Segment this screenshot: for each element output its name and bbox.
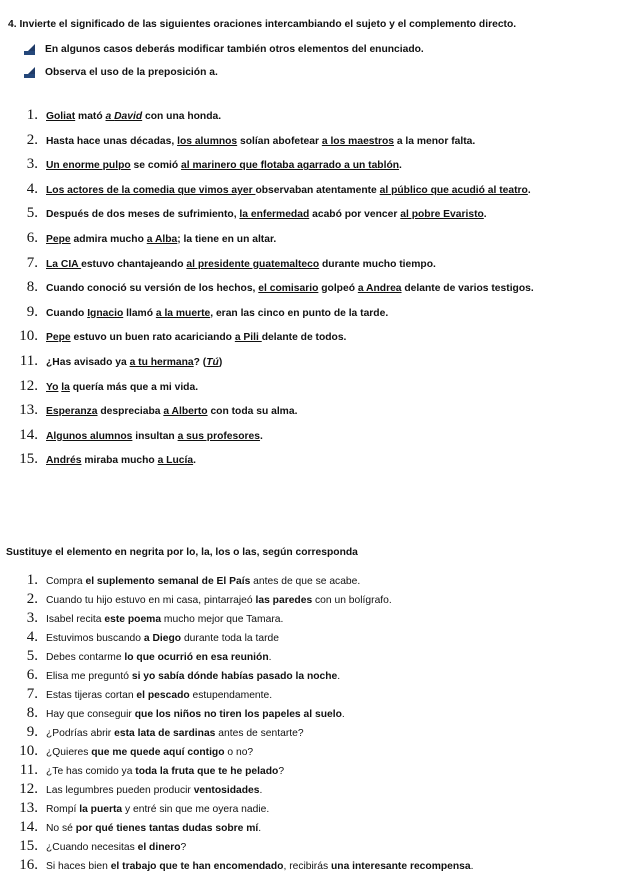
list-item bbox=[0, 838, 186, 855]
item-text-segment: mató bbox=[75, 111, 106, 122]
list-item bbox=[0, 857, 474, 874]
item-text-segment: La CIA bbox=[46, 258, 82, 270]
item-text-segment: . bbox=[268, 652, 272, 663]
item-text bbox=[46, 576, 360, 587]
list-item bbox=[0, 328, 346, 345]
item-number: 11. bbox=[19, 762, 38, 778]
item-text-segment: Pepe bbox=[46, 332, 71, 344]
item-text-segment: Estuvimos buscando bbox=[46, 633, 144, 644]
item-text bbox=[46, 455, 196, 466]
item-text-segment: al presidente guatemalteco bbox=[186, 258, 320, 270]
item-number: 4. bbox=[26, 629, 38, 645]
item-text-segment: antes de sentarte? bbox=[215, 728, 304, 739]
item-text-segment: a la muerte bbox=[155, 307, 211, 319]
item-number: 8. bbox=[26, 279, 38, 296]
exercise-5-title: Sustituye el elemento en negrita por lo, la, los o las, según corresponda bbox=[6, 547, 358, 558]
item-text-segment: delante de todos. bbox=[261, 332, 347, 344]
item-text-segment: David bbox=[114, 111, 143, 122]
list-item bbox=[0, 451, 196, 468]
item-text-segment: las paredes bbox=[255, 595, 313, 606]
note-item bbox=[24, 44, 424, 55]
item-text-segment: la bbox=[61, 381, 70, 393]
item-text-segment: durante toda la tarde bbox=[181, 633, 279, 644]
item-text-segment: Después de dos meses de sufrimiento, bbox=[46, 209, 240, 221]
item-text-segment: la puerta bbox=[79, 804, 123, 815]
item-text bbox=[46, 357, 222, 368]
item-text-segment: si yo sabía dónde habías pasado la noche bbox=[131, 671, 338, 682]
item-number: 3. bbox=[26, 610, 38, 626]
list-item bbox=[0, 402, 297, 419]
item-number: 6. bbox=[26, 230, 38, 246]
list-item bbox=[0, 255, 436, 272]
item-number: 14. bbox=[19, 426, 38, 443]
item-text-segment: Ignacio bbox=[87, 307, 124, 319]
item-text-segment: Debes contarme bbox=[46, 652, 125, 663]
item-text-segment: a Alba bbox=[146, 234, 178, 245]
item-text-segment: los alumnos bbox=[177, 135, 238, 147]
item-text-segment: . bbox=[470, 861, 474, 872]
item-text bbox=[46, 823, 261, 834]
item-text-segment: ¿Quieres bbox=[46, 747, 92, 758]
list-item bbox=[0, 107, 221, 124]
list-item bbox=[0, 819, 261, 836]
item-text-segment: llamó bbox=[123, 307, 156, 319]
item-text-segment: esta lata de sardinas bbox=[114, 728, 216, 739]
item-text-segment: Algunos alumnos bbox=[46, 430, 133, 442]
list-item bbox=[0, 132, 475, 149]
item-number: 13. bbox=[19, 402, 38, 419]
item-text-segment: al marinero que flotaba agarrado a un tablón bbox=[181, 160, 400, 172]
item-text-segment: Goliat bbox=[46, 111, 76, 122]
note-item bbox=[24, 67, 218, 78]
item-text-segment: . bbox=[483, 209, 487, 221]
item-text-segment: durante mucho tiempo. bbox=[319, 258, 436, 270]
item-text-segment: estuvo chantajeando bbox=[81, 258, 187, 270]
item-text-segment: Isabel recita bbox=[46, 614, 105, 625]
item-text-segment: solían abofetear bbox=[237, 135, 322, 147]
item-number: 9. bbox=[26, 724, 38, 740]
item-text-segment: a Pili bbox=[234, 332, 262, 344]
item-text bbox=[46, 747, 253, 758]
item-text-segment: Los actores de la comedia que vimos ayer bbox=[46, 184, 256, 196]
item-text-segment: miraba mucho bbox=[81, 455, 158, 467]
item-text-segment: o no? bbox=[224, 747, 254, 758]
item-text-segment: Andrés bbox=[46, 455, 82, 467]
item-text-segment: estuvo un buen rato acariciando bbox=[70, 332, 235, 344]
square-bullet-icon bbox=[24, 67, 35, 78]
item-text-segment: ) bbox=[218, 357, 223, 368]
item-text-segment: Las legumbres pueden producir bbox=[46, 785, 194, 796]
item-text-segment: a Andrea bbox=[357, 283, 402, 295]
item-text-segment: Hay que conseguir bbox=[46, 709, 135, 720]
item-number: 4. bbox=[26, 180, 38, 197]
item-text-segment: mucho mejor que Tamara. bbox=[161, 614, 284, 625]
list-item bbox=[0, 762, 284, 779]
item-text-segment: con toda su alma. bbox=[207, 406, 298, 418]
item-number: 15. bbox=[19, 451, 38, 468]
item-text-segment: el comisario bbox=[258, 283, 319, 295]
item-text-segment: ? bbox=[278, 766, 285, 777]
item-text bbox=[46, 160, 402, 171]
item-text-segment: al público que acudió al teatro bbox=[379, 184, 528, 196]
item-text-segment: Pepe bbox=[46, 234, 71, 245]
item-text-segment: a Diego bbox=[143, 633, 182, 644]
item-text bbox=[46, 633, 279, 644]
item-text-segment: despreciaba bbox=[97, 406, 164, 418]
item-text-segment: el trabajo que te han encomendado bbox=[110, 861, 284, 872]
item-text-segment: lo que ocurrió en esa reunión bbox=[124, 652, 269, 663]
item-text-segment: este poema bbox=[104, 614, 162, 625]
item-text-segment: No sé bbox=[46, 823, 76, 834]
square-bullet-icon bbox=[24, 44, 35, 55]
item-text bbox=[46, 614, 283, 625]
item-text-segment: , eran las cinco en punto de la tarde. bbox=[210, 307, 389, 319]
item-text-segment: . bbox=[258, 823, 262, 834]
list-item bbox=[0, 591, 392, 608]
item-text-segment: delante de varios testigos. bbox=[401, 283, 534, 295]
item-text bbox=[46, 234, 276, 245]
item-text-segment: a bbox=[105, 111, 115, 122]
list-item bbox=[0, 378, 198, 395]
item-text bbox=[46, 785, 262, 796]
item-number: 7. bbox=[26, 254, 38, 271]
item-text bbox=[46, 406, 297, 417]
list-item bbox=[0, 686, 272, 703]
note-text-part: Observa el uso de la preposición a. bbox=[45, 67, 218, 78]
item-text-segment: ; la tiene en un altar. bbox=[177, 234, 277, 245]
item-text-segment: Cuando conoció su versión de los hechos, bbox=[46, 283, 259, 295]
list-item bbox=[0, 629, 279, 646]
item-text bbox=[46, 690, 272, 701]
item-text bbox=[46, 595, 392, 606]
item-text-segment: el dinero bbox=[137, 842, 181, 853]
note-text bbox=[45, 67, 218, 78]
item-text-segment: que los niños no tiren los papeles al suelo bbox=[134, 709, 342, 720]
item-text-segment: Tú bbox=[206, 357, 219, 368]
list-item bbox=[0, 705, 345, 722]
item-number: 15. bbox=[19, 838, 38, 854]
item-text-segment: con un bolígrafo. bbox=[312, 595, 392, 606]
list-item bbox=[0, 427, 263, 444]
item-text bbox=[46, 861, 474, 872]
item-text-segment: admira mucho bbox=[70, 234, 147, 245]
item-text-segment: a tu hermana bbox=[129, 357, 194, 368]
item-text bbox=[46, 283, 534, 294]
item-text bbox=[46, 332, 346, 343]
item-text-segment: estupendamente. bbox=[189, 690, 273, 701]
item-number: 12. bbox=[19, 377, 38, 394]
item-text bbox=[46, 382, 198, 393]
item-text-segment: Estas tijeras cortan bbox=[46, 690, 137, 701]
list-item bbox=[0, 304, 388, 321]
item-number: 1. bbox=[26, 572, 38, 588]
item-text-segment: se comió bbox=[130, 160, 182, 172]
item-text-segment: a Alberto bbox=[163, 406, 208, 418]
list-item bbox=[0, 724, 304, 741]
item-text-segment: el pescado bbox=[136, 690, 190, 701]
note-text: En algunos casos deberás modificar también otros elementos del enunciado. bbox=[45, 44, 424, 55]
item-number: 16. bbox=[19, 857, 38, 873]
item-number: 13. bbox=[19, 800, 38, 816]
item-number: 12. bbox=[19, 781, 38, 797]
item-text-segment: ¿Cuando necesitas bbox=[46, 842, 138, 853]
item-text-segment: ¿Te has comido ya bbox=[46, 766, 136, 777]
item-text bbox=[46, 185, 531, 196]
item-text-segment: Elisa me preguntó bbox=[46, 671, 132, 682]
item-text-segment: por qué tienes tantas dudas sobre mí bbox=[75, 823, 259, 834]
item-text bbox=[46, 766, 284, 777]
item-number: 1. bbox=[26, 107, 38, 123]
item-text-segment: ¿Podrías abrir bbox=[46, 728, 115, 739]
item-text-segment: Cuando tu hijo estuvo en mi casa, pintarrajeó bbox=[46, 595, 256, 606]
item-number: 7. bbox=[26, 686, 38, 702]
item-text-segment: . bbox=[260, 430, 263, 442]
item-text-segment: el suplemento semanal de El País bbox=[85, 576, 251, 587]
item-number: 5. bbox=[26, 648, 38, 664]
list-item bbox=[0, 572, 360, 589]
item-text bbox=[46, 259, 436, 270]
item-text-segment: al pobre Evaristo bbox=[400, 209, 484, 221]
item-text-segment: Hasta hace unas décadas, bbox=[46, 135, 178, 147]
item-text-segment: a Lucía bbox=[157, 455, 194, 467]
item-number: 11. bbox=[19, 353, 38, 369]
exercise-4-title: 4. Invierte el significado de las siguientes oraciones intercambiando el sujeto y el complemento directo. bbox=[8, 19, 517, 30]
item-number: 6. bbox=[26, 667, 38, 683]
item-text-segment: acabó por vencer bbox=[309, 209, 401, 221]
item-text-segment: y entré sin que me oyera nadie. bbox=[122, 804, 270, 815]
item-text-segment: ? bbox=[180, 842, 187, 853]
item-number: 14. bbox=[19, 819, 38, 835]
item-text-segment: Un enorme pulpo bbox=[46, 160, 131, 172]
item-number: 9. bbox=[26, 303, 38, 320]
item-text-segment: una interesante recompensa bbox=[330, 861, 471, 872]
item-text bbox=[46, 209, 487, 220]
item-text bbox=[46, 709, 345, 720]
list-item bbox=[0, 181, 531, 198]
list-item bbox=[0, 230, 276, 247]
item-number: 8. bbox=[26, 705, 38, 721]
item-text-segment: Si haces bien bbox=[46, 861, 111, 872]
list-item bbox=[0, 610, 283, 627]
item-text bbox=[46, 308, 388, 319]
item-text-segment: Yo bbox=[46, 381, 59, 393]
list-item bbox=[0, 667, 340, 684]
item-number: 3. bbox=[26, 156, 38, 173]
item-text-segment: quería más que a mi vida. bbox=[69, 381, 199, 393]
list-item bbox=[0, 648, 271, 665]
list-item bbox=[0, 781, 262, 798]
item-text bbox=[46, 804, 269, 815]
item-text-segment: . bbox=[259, 785, 263, 796]
item-text-segment: . bbox=[341, 709, 345, 720]
item-text bbox=[46, 431, 263, 442]
item-text-segment: Rompí bbox=[46, 804, 80, 815]
item-text-segment: . bbox=[193, 455, 196, 467]
item-text-segment: con una honda. bbox=[142, 111, 222, 122]
item-text-segment: observaban atentamente bbox=[255, 184, 380, 196]
item-text bbox=[46, 652, 271, 663]
list-item bbox=[0, 800, 269, 817]
item-text-segment: la enfermedad bbox=[239, 209, 310, 221]
item-text bbox=[46, 136, 475, 147]
item-text-segment: . bbox=[527, 184, 531, 196]
item-text-segment: . bbox=[399, 160, 402, 172]
item-text bbox=[46, 842, 186, 853]
item-text-segment: insultan bbox=[132, 430, 178, 442]
item-number: 10. bbox=[19, 743, 38, 759]
item-text bbox=[46, 671, 340, 682]
item-text-segment: ? ( bbox=[193, 357, 207, 368]
list-item bbox=[0, 743, 253, 760]
item-text bbox=[46, 728, 304, 739]
item-text-segment: . bbox=[337, 671, 341, 682]
item-number: 5. bbox=[26, 205, 38, 222]
item-text-segment: toda la fruta que te he pelado bbox=[135, 766, 279, 777]
item-number: 10. bbox=[19, 328, 38, 345]
item-text-segment: Compra bbox=[46, 576, 86, 587]
item-number: 2. bbox=[26, 131, 38, 148]
item-text-segment: a sus profesores bbox=[177, 430, 261, 442]
list-item bbox=[0, 279, 534, 296]
item-text-segment: ventosidades bbox=[193, 785, 260, 796]
item-text-segment: golpeó bbox=[318, 283, 358, 295]
item-text-segment: a los maestros bbox=[321, 135, 394, 147]
item-number: 2. bbox=[26, 591, 38, 607]
item-text-segment: ¿Has avisado ya bbox=[46, 357, 130, 368]
item-text bbox=[46, 111, 221, 122]
item-text-segment: Esperanza bbox=[46, 406, 98, 418]
item-text-segment: a la menor falta. bbox=[393, 135, 476, 147]
item-text-segment: que me quede aquí contigo bbox=[91, 747, 225, 758]
list-item bbox=[0, 156, 402, 173]
item-text-segment: antes de que se acabe. bbox=[250, 576, 361, 587]
list-item bbox=[0, 205, 487, 222]
item-text-segment: Cuando bbox=[46, 307, 88, 319]
item-text-segment: , recibirás bbox=[283, 861, 331, 872]
list-item bbox=[0, 353, 222, 370]
